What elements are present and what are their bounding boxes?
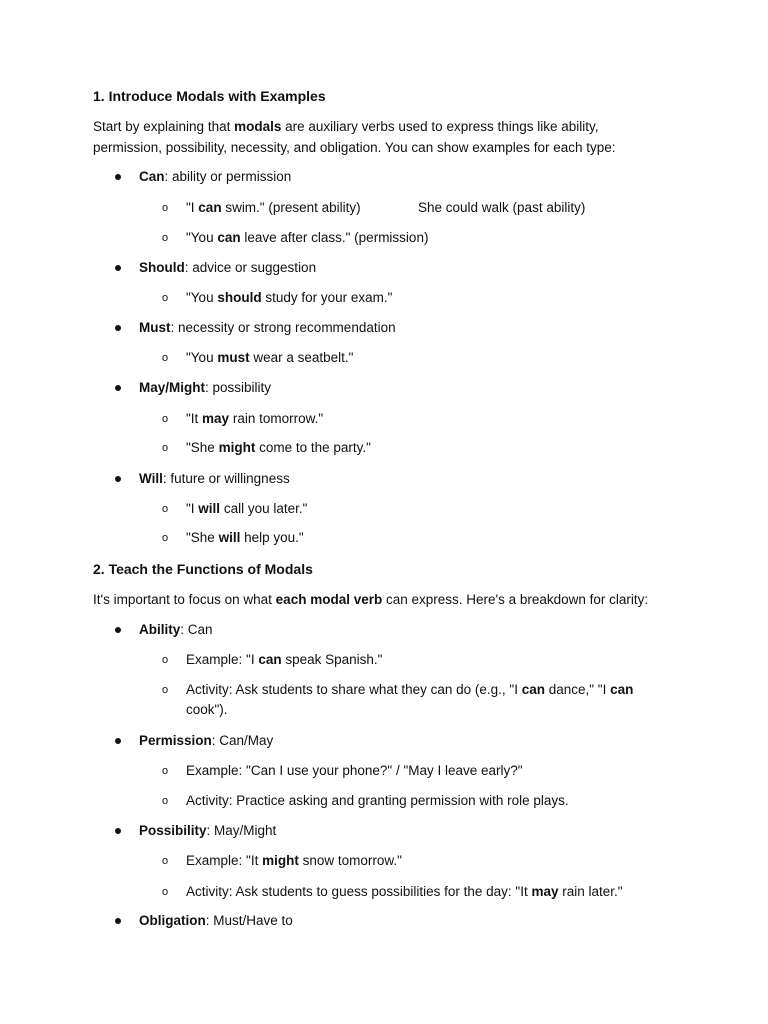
example-can-1-extra: She could walk (past ability) <box>418 200 586 215</box>
permission-example: Example: "Can I use your phone?" / "May I leave early?" <box>186 763 523 778</box>
list-item-permission: Permission: Can/May <box>139 733 274 748</box>
ability-example: Example: "I can speak Spanish." <box>186 652 383 667</box>
list-item-will: Will: future or willingness <box>139 471 290 486</box>
possibility-example: Example: "It might snow tomorrow." <box>186 853 402 868</box>
bullet-icon <box>115 828 121 834</box>
bullet-icon <box>115 476 121 482</box>
section-2-heading: 2. Teach the Functions of Modals <box>93 561 313 577</box>
bullet-icon <box>115 738 121 744</box>
bullet-icon <box>115 918 121 924</box>
sub-bullet-icon: o <box>162 684 169 696</box>
bullet-icon <box>115 627 121 633</box>
sub-bullet-icon: o <box>162 352 169 364</box>
bullet-icon <box>115 385 121 391</box>
list-item-ability: Ability: Can <box>139 622 213 637</box>
section-1-heading: 1. Introduce Modals with Examples <box>93 88 326 104</box>
bullet-icon <box>115 174 121 180</box>
list-item-can: Can: ability or permission <box>139 169 292 184</box>
bullet-icon <box>115 265 121 271</box>
sub-bullet-icon: o <box>162 292 169 304</box>
bullet-icon <box>115 325 121 331</box>
section-1-intro-line-1: Start by explaining that modals are auxiliary verbs used to express things like ability, <box>93 119 599 134</box>
permission-activity: Activity: Practice asking and granting permission with role plays. <box>186 793 569 808</box>
section-1-intro-line-2: permission, possibility, necessity, and obligation. You can show examples for each type: <box>93 140 616 155</box>
sub-bullet-icon: o <box>162 886 169 898</box>
sub-bullet-icon: o <box>162 202 169 214</box>
example-must-1: "You must wear a seatbelt." <box>186 350 354 365</box>
sub-bullet-icon: o <box>162 765 169 777</box>
example-might-1: "She might come to the party." <box>186 440 371 455</box>
sub-bullet-icon: o <box>162 654 169 666</box>
ability-activity: Activity: Ask students to share what they can do (e.g., "I can dance," "I can cook"). <box>186 682 634 717</box>
sub-bullet-icon: o <box>162 503 169 515</box>
sub-bullet-icon: o <box>162 232 169 244</box>
example-can-1: "I can swim." (present ability) <box>186 200 361 215</box>
sub-bullet-icon: o <box>162 795 169 807</box>
sub-bullet-icon: o <box>162 413 169 425</box>
sub-bullet-icon: o <box>162 532 169 544</box>
example-can-2: "You can leave after class." (permission) <box>186 230 429 245</box>
example-should-1: "You should study for your exam." <box>186 290 393 305</box>
example-may-1: "It may rain tomorrow." <box>186 411 324 426</box>
possibility-activity: Activity: Ask students to guess possibilities for the day: "It may rain later." <box>186 884 623 899</box>
list-item-should: Should: advice or suggestion <box>139 260 317 275</box>
list-item-may-might: May/Might: possibility <box>139 380 272 395</box>
list-item-must: Must: necessity or strong recommendation <box>139 320 396 335</box>
sub-bullet-icon: o <box>162 442 169 454</box>
sub-bullet-icon: o <box>162 855 169 867</box>
example-will-1: "I will call you later." <box>186 501 308 516</box>
list-item-possibility: Possibility: May/Might <box>139 823 277 838</box>
list-item-obligation: Obligation: Must/Have to <box>139 913 293 928</box>
example-will-2: "She will help you." <box>186 530 304 545</box>
section-2-intro: It's important to focus on what each modal verb can express. Here's a breakdown for clarity: <box>93 592 649 607</box>
